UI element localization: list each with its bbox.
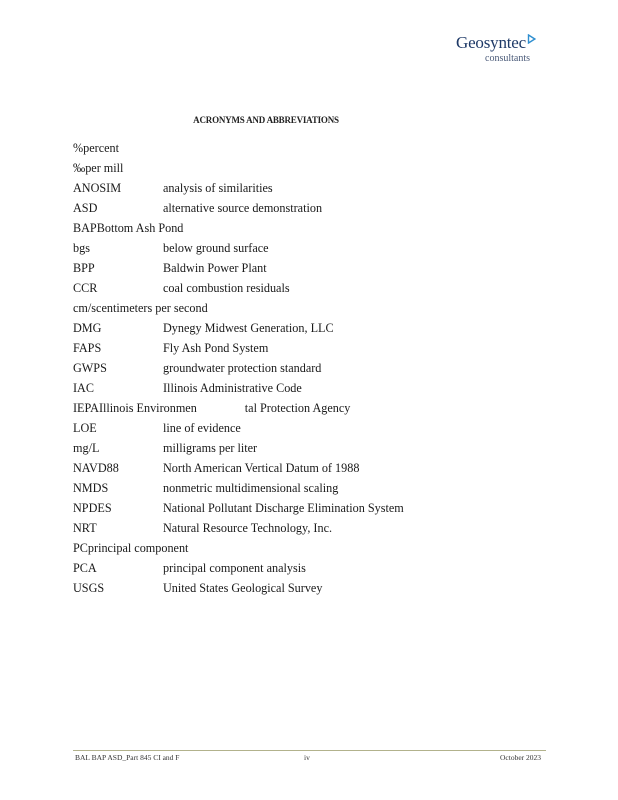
acronym-row xyxy=(73,278,513,298)
acronym-row xyxy=(73,518,513,538)
acronym-definition: groundwater protection standard xyxy=(163,361,322,375)
acronym-term: cm/s xyxy=(73,301,97,315)
acronym-row xyxy=(73,398,513,418)
footer-page-number: iv xyxy=(304,753,310,762)
acronym-row xyxy=(73,458,513,478)
acronym-row xyxy=(73,358,513,378)
acronym-term: IEPA xyxy=(73,401,99,415)
acronym-row xyxy=(73,198,513,218)
triangle-outline-icon xyxy=(527,30,536,48)
footer-divider xyxy=(73,750,546,751)
acronym-row xyxy=(73,138,513,158)
acronym-row xyxy=(73,298,513,318)
footer-document-name: BAL BAP ASD_Part 845 CI and F xyxy=(75,753,180,762)
acronym-row xyxy=(73,338,513,358)
acronym-definition: alternative source demonstration xyxy=(163,201,323,215)
acronym-term: ‰ xyxy=(73,161,86,175)
acronym-term: NMDS xyxy=(73,481,109,495)
acronym-term: GWPS xyxy=(73,361,107,375)
acronym-term: ASD xyxy=(73,201,98,215)
page-title: ACRONYMS AND ABBREVIATIONS xyxy=(193,115,339,125)
acronym-definition: percent xyxy=(83,141,120,155)
acronym-definition: Baldwin Power Plant xyxy=(163,261,267,275)
acronym-term: USGS xyxy=(73,581,105,595)
acronym-term: PC xyxy=(73,541,88,555)
acronym-term: LOE xyxy=(73,421,97,435)
acronym-definition: North American Vertical Datum of 1988 xyxy=(163,461,360,475)
acronym-row xyxy=(73,378,513,398)
acronym-definition: nonmetric multidimensional scaling xyxy=(163,481,339,495)
acronym-term: NPDES xyxy=(73,501,112,515)
acronym-list xyxy=(73,138,513,598)
acronym-definition: below ground surface xyxy=(163,241,269,255)
acronym-definition-continued: tal Protection Agency xyxy=(244,401,351,415)
acronym-term: NAVD88 xyxy=(73,461,119,475)
acronym-definition: Dynegy Midwest Generation, LLC xyxy=(163,321,334,335)
acronym-definition: National Pollutant Discharge Elimination System xyxy=(163,501,404,515)
acronym-row xyxy=(73,178,513,198)
logo-name: Geosyntec xyxy=(456,33,526,52)
acronym-row xyxy=(73,318,513,338)
acronym-row xyxy=(73,238,513,258)
acronym-definition: line of evidence xyxy=(163,421,241,435)
acronym-definition: Illinois Administrative Code xyxy=(163,381,302,395)
acronym-row xyxy=(73,578,513,598)
acronym-definition: coal combustion residuals xyxy=(163,281,290,295)
acronym-row xyxy=(73,258,513,278)
acronym-definition: principal component analysis xyxy=(163,561,306,575)
acronym-term: mg/L xyxy=(73,441,100,455)
acronym-definition: per mill xyxy=(85,161,124,175)
acronym-row xyxy=(73,218,513,238)
acronym-row xyxy=(73,538,513,558)
acronym-term: BPP xyxy=(73,261,95,275)
acronym-definition: Natural Resource Technology, Inc. xyxy=(163,521,333,535)
acronym-row xyxy=(73,438,513,458)
acronym-row xyxy=(73,158,513,178)
acronym-term: bgs xyxy=(73,241,90,255)
company-logo xyxy=(456,33,556,64)
acronym-term: PCA xyxy=(73,561,97,575)
acronym-term: FAPS xyxy=(73,341,102,355)
logo-subtitle: consultants xyxy=(485,53,530,64)
acronym-definition: Illinois Environmen xyxy=(98,401,197,415)
acronym-term: ANOSIM xyxy=(73,181,122,195)
acronym-row xyxy=(73,478,513,498)
acronym-row xyxy=(73,558,513,578)
acronym-definition: Fly Ash Pond System xyxy=(163,341,269,355)
acronym-term: NRT xyxy=(73,521,97,535)
acronym-definition: milligrams per liter xyxy=(163,441,258,455)
acronym-row xyxy=(73,498,513,518)
acronym-definition: United States Geological Survey xyxy=(163,581,323,595)
acronym-term: IAC xyxy=(73,381,94,395)
acronym-row xyxy=(73,418,513,438)
acronym-term: DMG xyxy=(73,321,102,335)
footer-date: October 2023 xyxy=(500,753,542,762)
acronym-definition: principal component xyxy=(87,541,189,555)
acronym-definition: analysis of similarities xyxy=(163,181,273,195)
acronym-definition: centimeters per second xyxy=(96,301,208,315)
acronym-term: BAP xyxy=(73,221,97,235)
acronym-definition: Bottom Ash Pond xyxy=(96,221,184,235)
acronym-term: CCR xyxy=(73,281,98,295)
acronym-term: % xyxy=(73,141,84,155)
